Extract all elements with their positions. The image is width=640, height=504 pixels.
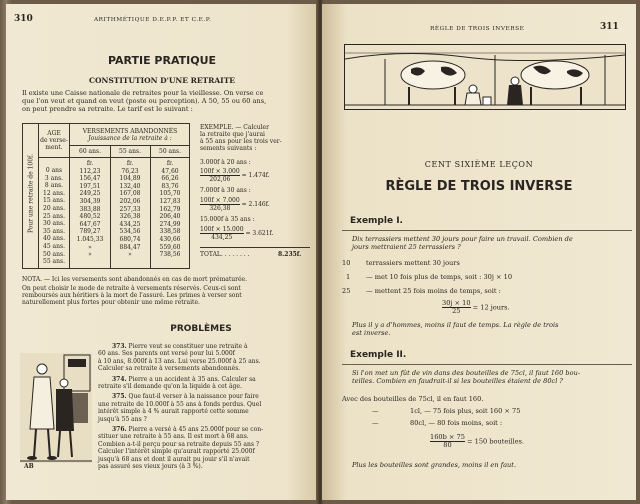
left-page: [6, 4, 318, 500]
problem-line: [98, 408, 314, 415]
example-frac-2: [200, 197, 270, 212]
col-head-50: 50 ans.: [159, 148, 181, 155]
problem-number: 376.: [112, 426, 127, 434]
problem-text: stituer une retraite à 55 ans. Il est mort à 68 ans.: [98, 433, 249, 441]
col-head-55: 55 ans.: [119, 148, 141, 155]
problem-line: [98, 456, 314, 463]
example-line: sements suivants :: [200, 145, 257, 152]
table-cell: 105,70: [159, 190, 181, 198]
table-cell: 40 ans.: [43, 235, 65, 243]
table-cell: 12 ans.: [43, 189, 65, 197]
table-cell: 3 ans.: [44, 174, 64, 182]
ex1-rule: [352, 322, 632, 338]
intro-line: on peut prendre sa retraite. Le tarif est le suivant :: [22, 104, 193, 113]
problem-line: [98, 376, 314, 383]
frac-num: 100f × 7.000: [200, 197, 240, 204]
frac-result: = 2.146f.: [241, 201, 270, 208]
table-cell: 8 ans.: [44, 182, 64, 190]
ex2-row3-b: 80cl, — 80 fois moins, soit :: [410, 419, 503, 427]
table-cell: 534,56: [119, 228, 141, 236]
lesson-number: CENT SIXIÈME LEÇON: [424, 160, 534, 169]
frac-den: 25: [452, 307, 461, 315]
table-cell: 127,83: [159, 197, 181, 205]
table-cell: 112,23: [79, 167, 101, 175]
problem-line: [98, 393, 314, 400]
table-cell: fr.: [86, 160, 94, 167]
illustration-signature: AB: [24, 463, 34, 470]
problem-line: [98, 343, 314, 350]
problem-line: [98, 383, 314, 390]
lesson-title: RÈGLE DE TROIS INVERSE: [385, 179, 573, 194]
table-cell: 202,06: [119, 197, 141, 205]
right-page: [322, 4, 636, 500]
left-page-number: 310: [14, 14, 33, 24]
table-cell: 30 ans.: [43, 220, 65, 228]
group-header-line: VERSEMENTS ABANDONNÉS: [82, 128, 178, 135]
ex1-fraction: [442, 300, 510, 315]
table-cell: fr.: [126, 160, 134, 167]
table-cell: 104,89: [119, 175, 141, 183]
table-cell: 559,60: [159, 243, 181, 251]
problems-list: [98, 343, 314, 474]
problem-line: [98, 358, 314, 365]
table-cell: 15 ans.: [43, 197, 65, 205]
example-line: la retraite que j'aurai: [200, 131, 265, 138]
problem-text: Calculer sa retraite à versements abandonnés.: [98, 365, 241, 373]
frac-num: 160b × 75: [430, 433, 465, 441]
subtitle: CONSTITUTION D'UNE RETRAITE: [89, 76, 235, 85]
column-50-ans: [150, 160, 190, 259]
example-line: EXEMPLE. — Calculer: [200, 124, 269, 131]
table-cell: 884,47: [119, 243, 141, 251]
intro-line: que l'on veut et quand on veut (poste ou perception). A 50, 55 ou 60 ans,: [22, 96, 267, 105]
problem-text: une retraite de 10.000f à 55 ans à fonds perdus. Quel: [98, 400, 262, 408]
ex2-row2-b: 1cl, — 75 fois plus, soit 160 × 75: [410, 407, 521, 415]
nota-line: remboursés aux héritiers à la mort de l'assuré. Les primes à verser sont: [22, 292, 242, 299]
col-head-60: 60 ans.: [79, 148, 101, 155]
table-cell: 50 ans.: [43, 250, 65, 258]
table-cell: »: [128, 251, 132, 259]
example-line: à 55 ans pour les trois ver-: [200, 138, 282, 145]
men-illustration: [20, 349, 92, 471]
example-calc-1: 3.000f à 20 ans :: [200, 159, 251, 166]
table-cell: 55 ans.: [43, 258, 65, 266]
table-cell: 35 ans.: [43, 227, 65, 235]
section-rule: [342, 230, 632, 231]
problem-line: [98, 426, 314, 433]
text-line: jours mettraient 25 terrassiers ?: [352, 242, 461, 251]
nota-paragraph: [22, 276, 314, 306]
problem-line: [98, 401, 314, 408]
example-frac-3: [200, 226, 273, 241]
table-cell: »: [88, 243, 92, 251]
frac-result: = 1.474f.: [241, 172, 270, 179]
problem-text: jusqu'à 55 ans ?: [98, 415, 147, 423]
problem-number: 374.: [112, 375, 127, 383]
example-calc-3: 15.000f à 35 ans :: [200, 216, 255, 223]
problem-text: Combien a-t-il perçu pour sa retraite depuis 55 ans ?: [98, 440, 260, 448]
table-cell: 430,66: [159, 235, 181, 243]
ex1-row3-a: 25: [342, 287, 351, 295]
example-2-title: Exemple II.: [350, 350, 407, 360]
problem-line: [98, 433, 314, 440]
section-rule: [342, 364, 632, 365]
table-cell: 206,40: [159, 213, 181, 221]
problem-text: jusqu'à 68 ans et dont il aurait pu jouir s'il n'avait: [98, 455, 250, 463]
problem-text: pas assuré ses vieux jours (à 3 %).: [98, 463, 203, 471]
age-header-line: de verse-: [40, 137, 68, 144]
table-cell: 480,52: [79, 213, 101, 221]
table-cell: 338,58: [159, 228, 181, 236]
problem-text: Calculer l'intérêt simple qu'aurait rapporté 25.000f: [98, 448, 255, 456]
problem-item: [98, 393, 314, 423]
table-cell: 66,26: [161, 175, 179, 183]
table-cell: 167,08: [119, 190, 141, 198]
frac-den: 326,38: [209, 205, 231, 212]
table-cell: 257,33: [119, 205, 141, 213]
table-cell: 76,23: [121, 167, 139, 175]
total-rule: [200, 247, 310, 248]
problem-number: 373.: [112, 343, 127, 350]
ex2-fraction: [430, 434, 524, 449]
problem-text: retraite s'il demande qu'on la liquide à cet âge.: [98, 383, 242, 391]
example-2-text: [352, 370, 632, 386]
table-cell: 47,60: [161, 167, 179, 175]
ex1-row1-b: terrassiers mettent 30 jours: [366, 259, 460, 267]
example-frac-1: [200, 168, 270, 183]
ex1-row2-a: 1: [346, 273, 351, 281]
intro-paragraph: [22, 90, 312, 113]
retirement-table: [22, 123, 190, 269]
nota-line: naturellement plus fortes pour obtenir une même retraite.: [22, 299, 200, 306]
table-cell: 789,27: [79, 228, 101, 236]
problem-text: Pierre a versé à 45 ans 25.000f pour se con-: [128, 426, 264, 434]
frac-result: = 150 bouteilles.: [467, 437, 525, 446]
table-rule: [39, 157, 190, 158]
nota-line: NOTA. — Ici les versements sont abandonnés en cas de mort prématurée.: [22, 276, 248, 283]
illustration-men-at-window: [20, 349, 92, 471]
age-header-line: ment.: [45, 144, 63, 151]
problem-text: Que faut-il verser à la naissance pour faire: [128, 393, 259, 401]
problem-item: [98, 376, 314, 391]
problem-text: Pierre a un accident à 35 ans. Calculer sa: [128, 375, 256, 383]
example-1-title: Exemple I.: [350, 216, 403, 226]
frac-num: 100f × 3.000: [200, 168, 240, 175]
ex2-row1: Avec des bouteilles de 75cl, il en faut 160.: [342, 395, 484, 403]
table-cell: 680,74: [119, 235, 141, 243]
text-line: est inverse.: [352, 328, 391, 337]
column-55-ans: [110, 160, 150, 259]
table-cell: 162,79: [159, 205, 181, 213]
intro-line: Il existe une Caisse nationale de retraites pour la vieillesse. On verse ce: [22, 89, 264, 97]
ex2-rule: Plus les bouteilles sont grandes, moins il en faut.: [352, 461, 517, 469]
table-cell: 274,99: [159, 220, 181, 228]
problem-text: 60 ans. Ses parents ont versé pour lui 5.000f: [98, 350, 235, 358]
example-block: [200, 124, 314, 152]
problem-text: Pierre veut se constituer une retraite à: [128, 343, 248, 350]
frac-result: = 3.621f.: [245, 230, 274, 237]
table-cell: 20 ans.: [43, 204, 65, 212]
nota-line: On peut choisir le mode de retraite à versements réservés. Ceux-ci sont: [22, 285, 241, 292]
table-cell: »: [88, 251, 92, 259]
table-cell: 326,38: [119, 213, 141, 221]
table-cell: 434,25: [119, 220, 141, 228]
age-header: [39, 130, 69, 151]
table-side-label-cell: [23, 124, 39, 268]
table-cell: 647,67: [79, 220, 101, 228]
column-60-ans: [70, 160, 110, 259]
example-calc-2: 7.000f à 30 ans :: [200, 187, 251, 194]
problems-title: PROBLÈMES: [170, 324, 232, 334]
problem-text: à 10 ans, 8.000f à 13 ans. Lui verse 25.000f à 25 ans.: [98, 357, 261, 365]
problem-number: 375.: [112, 393, 127, 401]
ex1-row2-b: — met 10 fois plus de temps, soit : 30j × 10: [366, 273, 513, 281]
text-line: Plus il y a d'hommes, moins il faut de temps. La règle de trois: [352, 321, 559, 329]
problem-line: [98, 448, 314, 455]
table-cell: 1.045,33: [76, 235, 104, 243]
table-side-label: Pour une retraite de 100f.: [27, 154, 35, 233]
problem-item: [98, 426, 314, 470]
problem-text: intérêt simple à 4 % aurait rapporté cette somme: [98, 408, 249, 416]
problem-line: [98, 463, 314, 470]
table-cell: 197,51: [79, 182, 101, 190]
table-cell: 0 ans: [45, 167, 63, 174]
frac-den: 434,25: [211, 234, 233, 241]
text-line: Si l'on met un fût de vin dans des bouteilles de 75cl, il faut 160 bou-: [352, 369, 581, 377]
group-header: [70, 128, 190, 142]
problem-item: [98, 343, 314, 373]
table-cell: 304,39: [79, 197, 101, 205]
illustration-cows-barn: [344, 44, 626, 110]
frac-den: 202,06: [209, 176, 231, 183]
problem-line: [98, 416, 314, 423]
table-rule: [70, 145, 190, 146]
right-page-number: 311: [600, 22, 619, 32]
total-value: 8.235f.: [278, 251, 302, 258]
table-cell: 249,25: [79, 190, 101, 198]
table-cell: 132,40: [119, 182, 141, 190]
problem-line: [98, 350, 314, 357]
ex1-row3-b: — mettent 25 fois moins de temps, soit :: [366, 287, 501, 295]
table-cell: fr.: [166, 160, 174, 167]
frac-num: 30j × 10: [442, 299, 471, 307]
table-cell: 383,88: [79, 205, 101, 213]
problem-line: [98, 441, 314, 448]
age-header-line: AGE: [47, 130, 61, 137]
ex1-row1-a: 10: [342, 259, 351, 267]
problem-line: [98, 365, 314, 372]
frac-result: = 12 jours.: [472, 303, 510, 312]
ex2-row3-a: —: [372, 419, 379, 427]
table-cell: 45 ans.: [43, 242, 65, 250]
frac-den: 80: [443, 441, 452, 449]
text-line: Dix terrassiers mettent 30 jours pour faire un travail. Combien de: [352, 235, 573, 243]
right-running-head: RÈGLE DE TROIS INVERSE: [430, 26, 525, 32]
left-running-head: ARITHMÉTIQUE D.E.P.P. ET C.E.P.: [94, 17, 212, 23]
group-header-line: Jouissance de la retraite à :: [88, 135, 172, 142]
barn-illustration: [345, 45, 625, 109]
text-line: teilles. Combien en faudrait-il si les bouteilles étaient de 80cl ?: [352, 376, 563, 385]
table-cell: 83,76: [161, 182, 179, 190]
table-cell: 25 ans.: [43, 212, 65, 220]
frac-num: 100f × 15.000: [200, 226, 244, 233]
table-cell: 156,47: [79, 175, 101, 183]
ages-column: [39, 167, 69, 266]
section-title: PARTIE PRATIQUE: [107, 54, 217, 67]
total-label: TOTAL. . . . . . . .: [200, 251, 250, 258]
ex2-row2-a: —: [372, 407, 379, 415]
example-1-text: [352, 236, 632, 252]
table-cell: 738,56: [159, 251, 181, 259]
